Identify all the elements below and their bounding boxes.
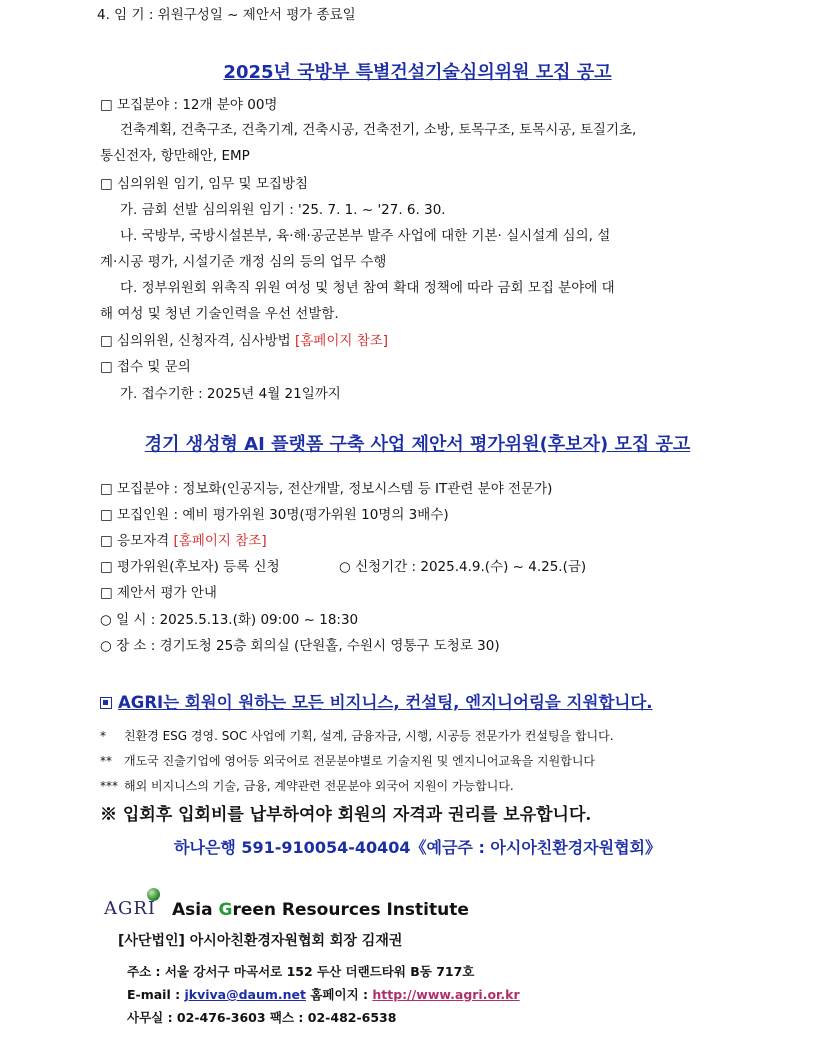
homepage-link[interactable]: http://www.agri.or.kr [372, 987, 520, 1002]
s2-qualification-label: □ 응모자격 [100, 533, 174, 549]
agri-service-2 [100, 752, 595, 770]
s2-application-period: ○ 신청기간 : 2025.4.9.(수) ~ 4.25.(금) [339, 559, 587, 575]
org-en-green-letter: G [218, 900, 233, 920]
s2-field: □ 모집분야 : 정보화(인공지능, 전산개발, 정보시스템 등 IT관련 분야 전문가) [100, 481, 553, 497]
s1-duty: 나. 국방부, 국방시설본부, 육·해·공군본부 발주 사업에 대한 기본· 실시설계 심의, 설 [120, 228, 611, 244]
agri-service-1-text: 친환경 ESG 경영. SOC 사업에 기획, 설계, 금융자금, 시행, 시공등 전문가가 컨설팅을 합니다. [124, 729, 614, 743]
s1-policy-cont: 해 여성 및 청년 기술인력을 우선 선발함. [100, 306, 339, 322]
s2-venue: ○ 장 소 : 경기도청 25층 회의실 (단원홀, 수원시 영통구 도청로 30) [100, 638, 500, 654]
org-korean-name: [사단법인] 아시아친환경자원협회 회장 김재권 [118, 933, 403, 949]
term-line: 4. 임 기 : 위원구성일 ~ 제안서 평가 종료일 [97, 7, 356, 23]
s2-headcount: □ 모집인원 : 예비 평가위원 30명(평가위원 10명의 3배수) [100, 507, 449, 523]
agri-service-1 [100, 727, 614, 745]
section1-title: 2025년 국방부 특별건설기술심의위원 모집 공고 [223, 62, 612, 83]
agri-service-3-text: 해외 비지니스의 기술, 금융, 계약관련 전문분야 외국어 지원이 가능합니다. [124, 779, 514, 793]
s1-fields-list: 건축계획, 건축구조, 건축기계, 건축시공, 건축전기, 소방, 토목구조, 토목시공, 토질기초, [120, 122, 637, 138]
agri-service-2-text: 개도국 진출기업에 영어등 외국어로 전문분야별로 기술지원 및 엔지니어교육을 지원합니다 [124, 754, 596, 768]
s1-recruit-field: □ 모집분야 : 12개 분야 00명 [100, 97, 278, 113]
s1-duty-cont: 계·시공 평가, 시설기준 개정 심의 등의 업무 수행 [100, 254, 387, 270]
email-label: E-mail : [127, 987, 185, 1002]
section2-title: 경기 생성형 AI 플랫폼 구축 사업 제안서 평가위원(후보자) 모집 공고 [144, 434, 691, 455]
asterisk-mark: *** [100, 779, 118, 793]
s1-qualification [100, 332, 388, 350]
s1-qualification-label: □ 심의위원, 신청자격, 심사방법 [100, 333, 295, 349]
square-bullet-icon [100, 697, 112, 709]
s2-homepage-ref[interactable]: [홈페이지 참조] [173, 533, 267, 549]
membership-notice: ※ 입회후 입회비를 납부하여야 회원의 자격과 권리를 보유합니다. [100, 805, 592, 825]
agri-service-3 [100, 777, 514, 795]
s1-policy: 다. 정부위원회 위촉직 위원 여성 및 청년 참여 확대 정책에 따라 금회 모집 분야에 대 [120, 280, 615, 296]
phone-fax: 사무실 : 02-476-3603 팩스 : 02-482-6538 [127, 1010, 397, 1025]
agri-logo-text: AGRI [104, 898, 157, 919]
bank-account: 하나은행 591-910054-40404《예금주 : 아시아친환경자원협회》 [173, 838, 661, 857]
s1-fields-list-cont: 통신전자, 항만해안, EMP [100, 148, 250, 164]
email-link[interactable]: jkviva@daum.net [184, 987, 306, 1002]
s2-registration: □ 평가위원(후보자) 등록 신청 [100, 559, 280, 575]
agri-banner-text: AGRI는 회원이 원하는 모든 비지니스, 컨설팅, 엔지니어링을 지원합니다. [118, 693, 653, 712]
contact-line [127, 985, 520, 1003]
asterisk-mark: * [100, 729, 106, 743]
s1-deadline: 가. 접수기한 : 2025년 4월 21일까지 [120, 386, 341, 402]
org-en-part2: reen Resources Institute [232, 900, 469, 920]
s1-term: 가. 금회 선발 심의위원 임기 : '25. 7. 1. ~ '27. 6. 30. [120, 202, 446, 218]
org-english-name [172, 900, 469, 920]
s2-qualification [100, 532, 267, 550]
agri-banner [100, 689, 653, 713]
address: 주소 : 서울 강서구 마곡서로 152 두산 더랜드타워 B동 717호 [127, 964, 475, 979]
s2-datetime: ○ 일 시 : 2025.5.13.(화) 09:00 ~ 18:30 [100, 612, 359, 628]
homepage-label: 홈페이지 : [306, 987, 373, 1002]
s2-evaluation-heading: □ 제안서 평가 안내 [100, 585, 217, 601]
s1-term-heading: □ 심의위원 임기, 임무 및 모집방침 [100, 176, 309, 192]
asterisk-mark: ** [100, 754, 112, 768]
s1-homepage-ref[interactable]: [홈페이지 참조] [295, 333, 389, 349]
agri-logo [104, 888, 166, 922]
org-en-part1: Asia [172, 900, 219, 920]
s1-contact-heading: □ 접수 및 문의 [100, 359, 191, 375]
